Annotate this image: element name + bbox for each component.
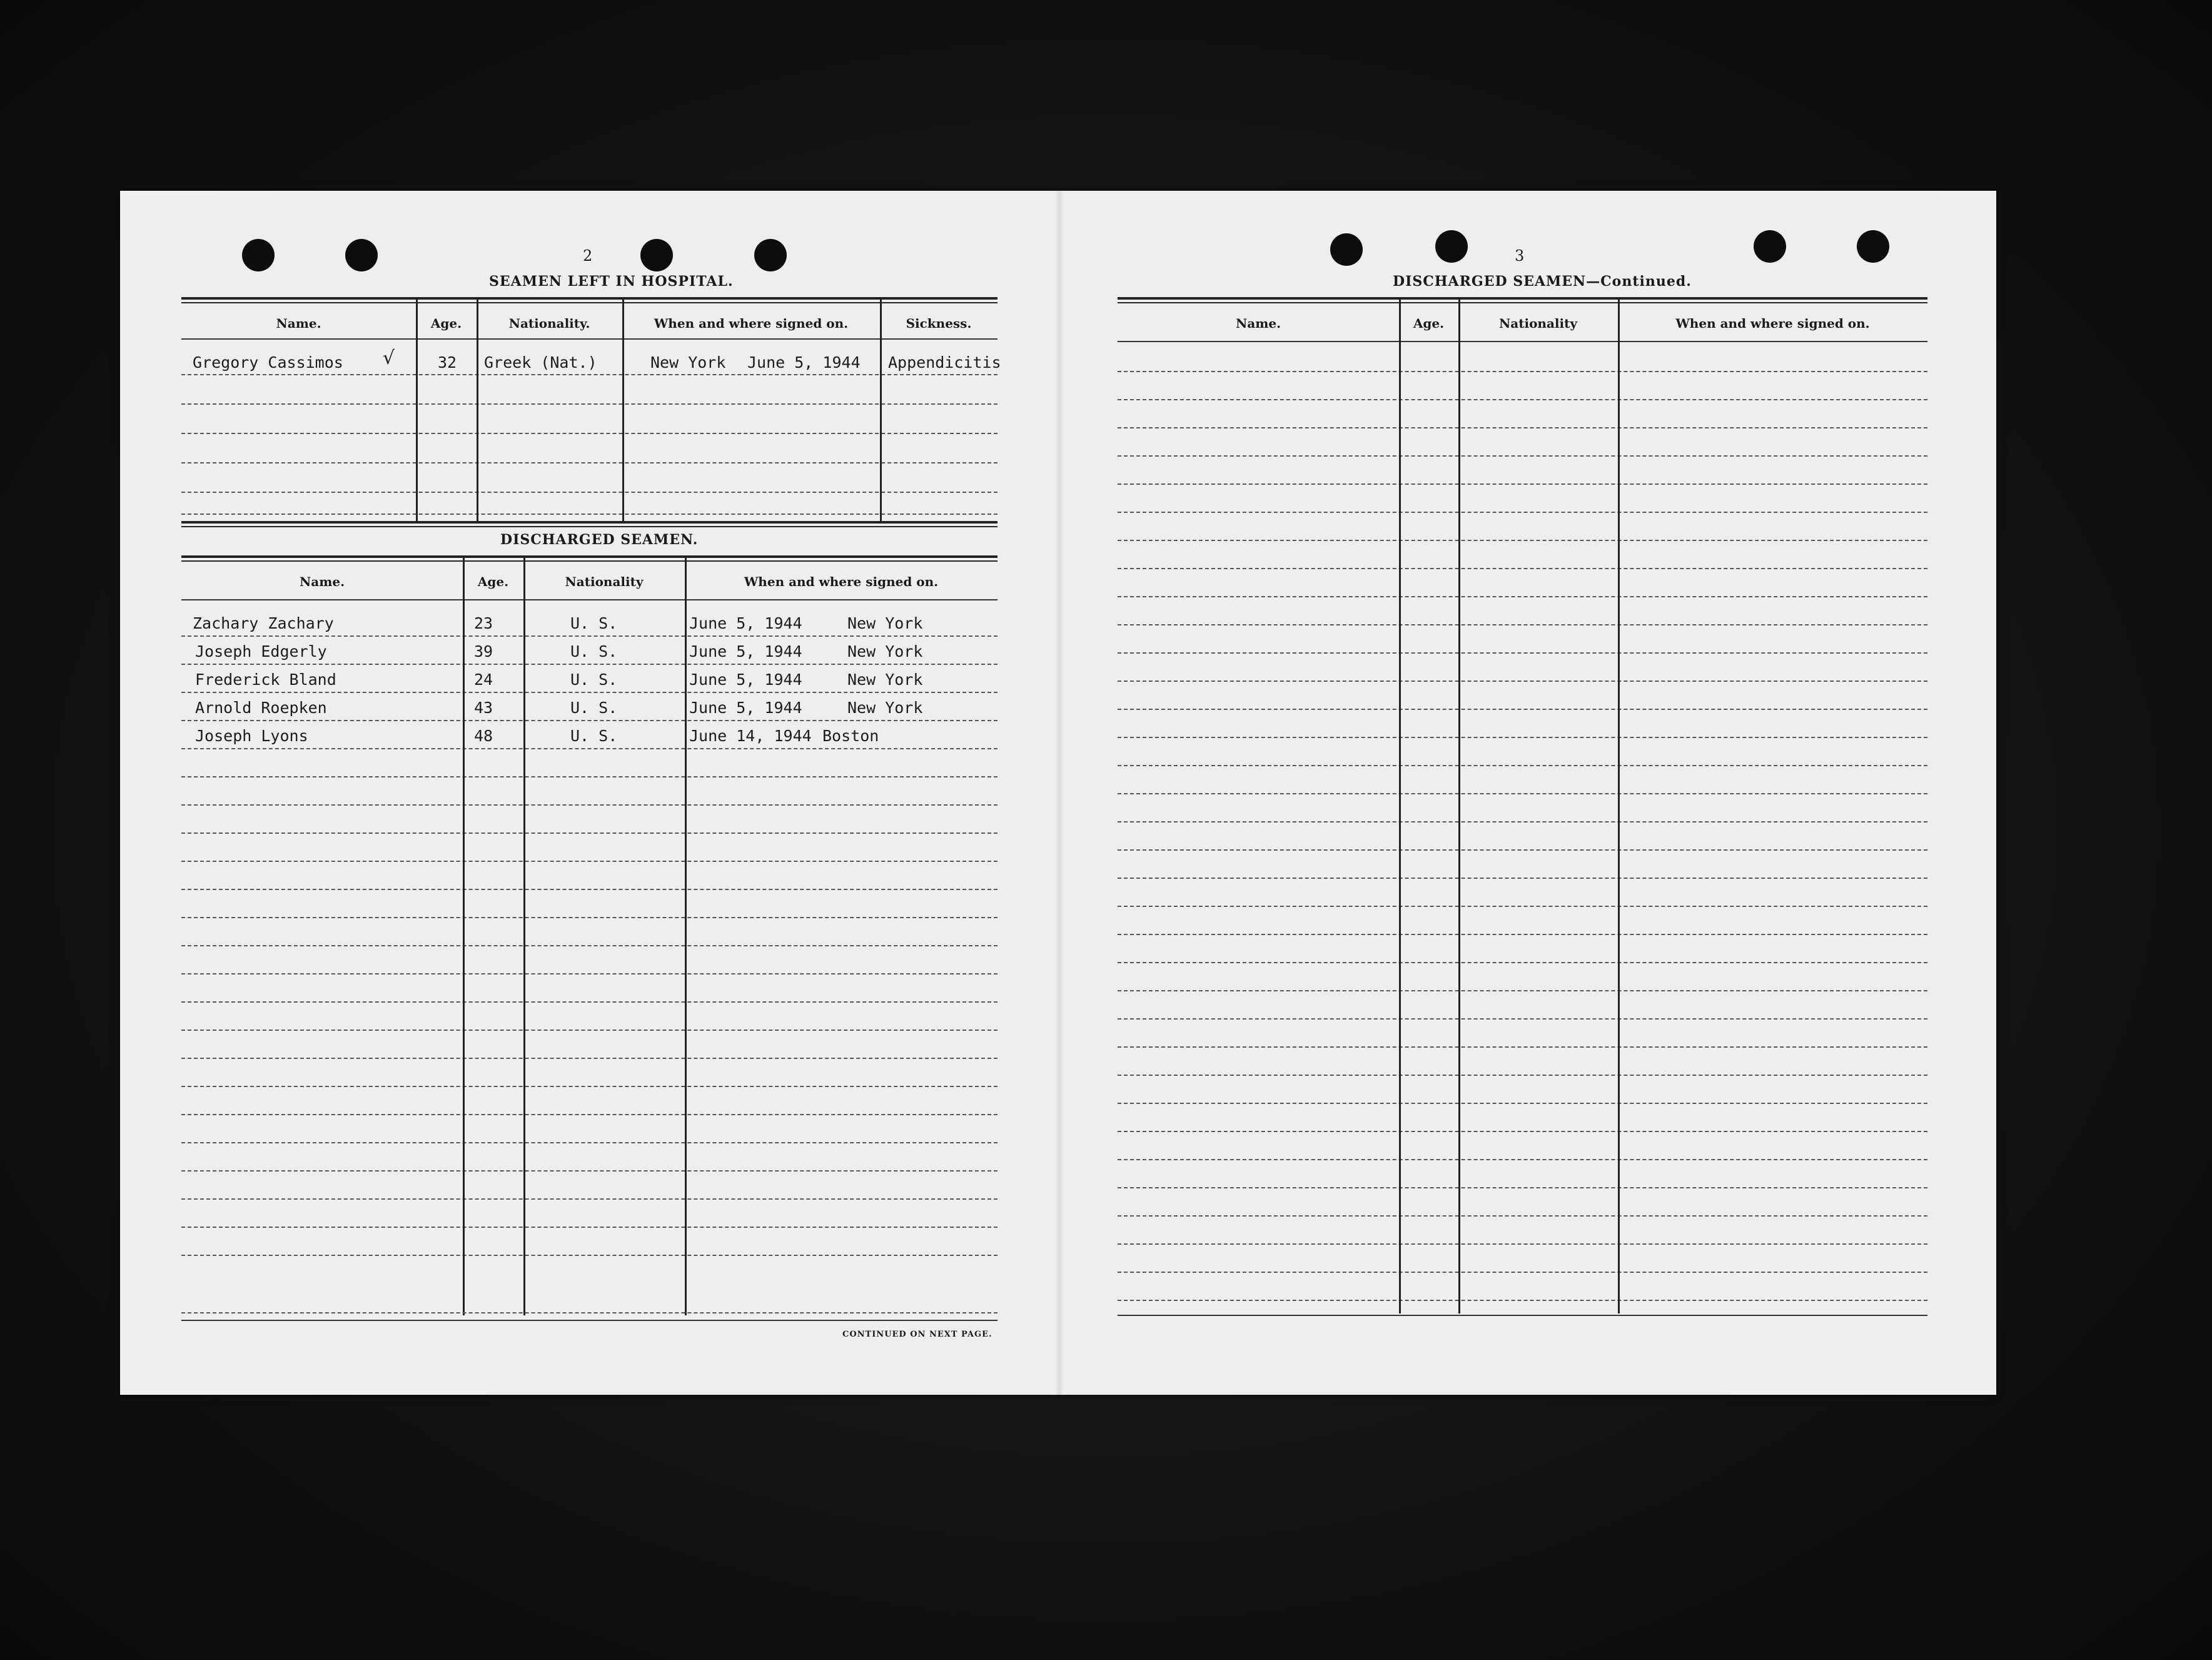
discharged-age: 23 — [474, 614, 493, 632]
discharged-nationality: U. S. — [570, 699, 618, 717]
discharged-table — [181, 555, 997, 1369]
punch-hole — [1435, 230, 1468, 263]
discharged-name: Zachary Zachary — [193, 614, 334, 632]
continued-footer: CONTINUED ON NEXT PAGE. — [842, 1330, 992, 1339]
discharged-signed-place: New York — [847, 614, 923, 632]
discharged-name: Joseph Lyons — [195, 727, 308, 745]
continued-col-signed-on: When and where signed on. — [1675, 316, 1870, 331]
continued-col-name: Name. — [1235, 316, 1281, 331]
discharged-nationality: U. S. — [570, 727, 618, 745]
punch-hole — [1857, 230, 1889, 263]
discharged-col-nationality: Nationality — [565, 574, 644, 589]
discharged-col-signed-on: When and where signed on. — [744, 574, 939, 589]
hospital-signed-place: New York — [650, 353, 726, 372]
discharged-signed-date: June 5, 1944 — [689, 642, 802, 660]
punch-hole — [1330, 233, 1363, 266]
discharged-signed-date: June 5, 1944 — [689, 614, 802, 632]
discharged-continued-table — [1118, 297, 1927, 1360]
discharged-age: 43 — [474, 699, 493, 717]
discharged-nationality: U. S. — [570, 671, 618, 689]
right-section-title: DISCHARGED SEAMEN—Continued. — [1393, 273, 1692, 290]
hospital-col-name: Name. — [276, 316, 321, 331]
discharged-name: Frederick Bland — [195, 671, 336, 689]
continued-col-age: Age. — [1413, 316, 1445, 331]
discharged-age: 48 — [474, 727, 493, 745]
discharged-nationality: U. S. — [570, 614, 618, 632]
hospital-name: Gregory Cassimos — [193, 353, 343, 372]
hospital-col-signed-on: When and where signed on. — [654, 316, 849, 331]
discharged-section-title: DISCHARGED SEAMEN. — [500, 532, 699, 548]
discharged-signed-place: New York — [847, 642, 923, 660]
discharged-col-age: Age. — [477, 574, 509, 589]
discharged-name: Arnold Roepken — [195, 699, 327, 717]
page-fold — [1055, 191, 1064, 1395]
document-sheet — [120, 191, 1996, 1395]
hospital-nationality: Greek (Nat.) — [484, 353, 597, 372]
hospital-col-sickness: Sickness. — [906, 316, 972, 331]
discharged-nationality: U. S. — [570, 642, 618, 660]
punch-hole — [345, 239, 378, 271]
punch-hole — [754, 239, 787, 271]
discharged-col-name: Name. — [299, 574, 345, 589]
punch-hole — [640, 239, 673, 271]
left-page-number: 2 — [583, 247, 593, 265]
discharged-signed-place: Boston — [822, 727, 879, 745]
discharged-signed-place: New York — [847, 699, 923, 717]
hospital-age: 32 — [438, 353, 457, 372]
punch-hole — [242, 239, 275, 271]
discharged-signed-date: June 5, 1944 — [689, 671, 802, 689]
discharged-signed-place: New York — [847, 671, 923, 689]
punch-hole — [1754, 230, 1786, 263]
continued-col-nationality: Nationality — [1499, 316, 1577, 331]
discharged-signed-date: June 14, 1944 — [689, 727, 812, 745]
discharged-age: 24 — [474, 671, 493, 689]
hospital-col-age: Age. — [430, 316, 462, 331]
discharged-signed-date: June 5, 1944 — [689, 699, 802, 717]
right-page-number: 3 — [1515, 247, 1525, 265]
hospital-sickness: Appendicitis — [888, 353, 1001, 372]
hospital-col-nationality: Nationality. — [508, 316, 590, 331]
discharged-age: 39 — [474, 642, 493, 660]
check-mark: √ — [383, 347, 395, 369]
discharged-name: Joseph Edgerly — [195, 642, 327, 660]
hospital-signed-date: June 5, 1944 — [747, 353, 861, 372]
hospital-section-title: SEAMEN LEFT IN HOSPITAL. — [489, 273, 734, 290]
